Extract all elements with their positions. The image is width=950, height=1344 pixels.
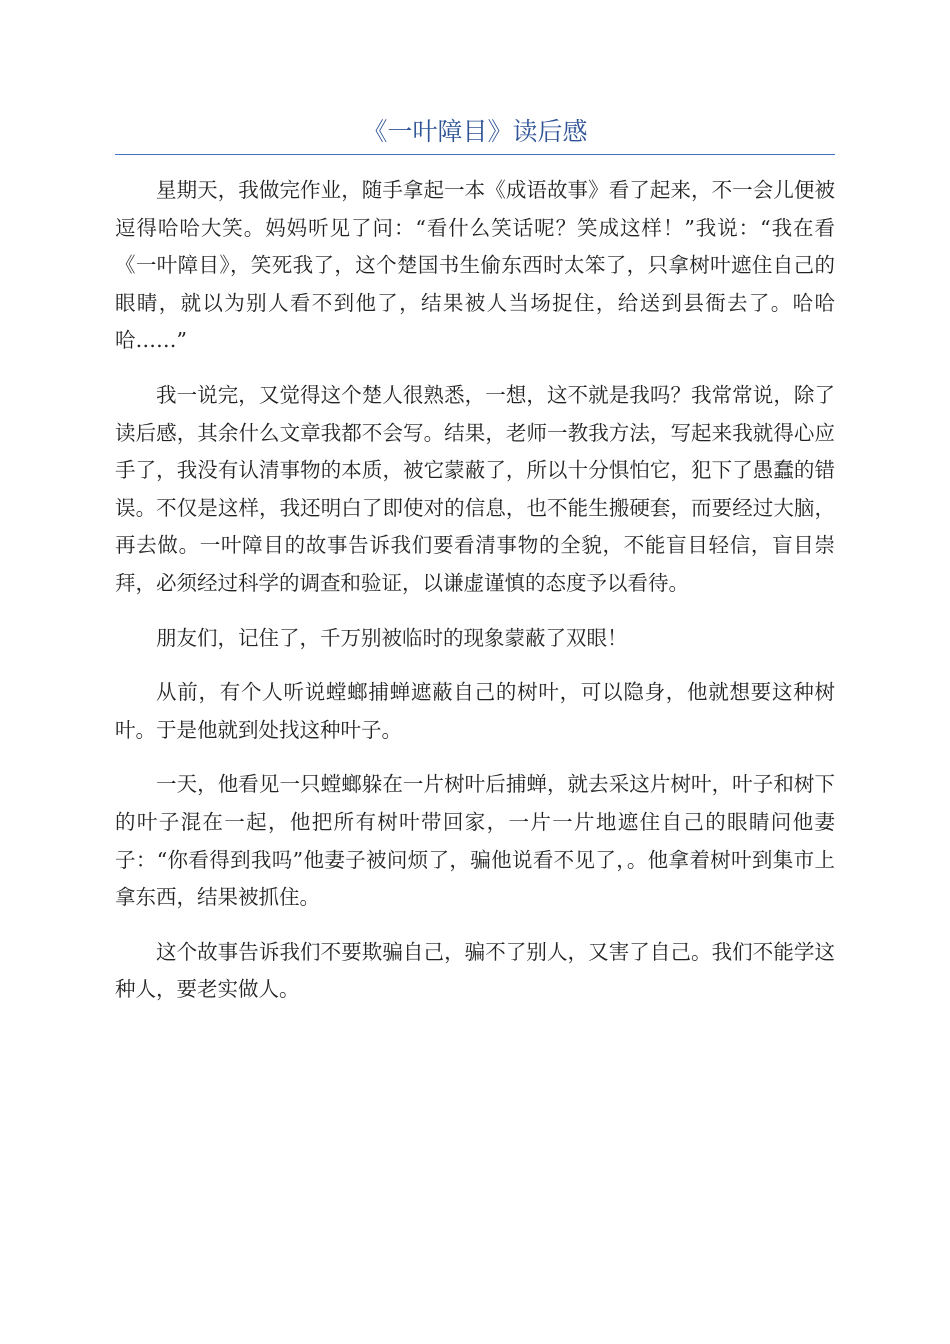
document-body [115,172,835,1026]
paragraph: 这个故事告诉我们不要欺骗自己，骗不了别人，又害了自己。我们不能学这种人，要老实做人。 [115,939,835,1002]
title-underline [115,154,835,155]
paragraph: 星期天，我做完作业，随手拿起一本《成语故事》看了起来，不一会儿便被逗得哈哈大笑。妈妈听见了问：“看什么笑话呢？笑成这样！”我说：“我在看《一叶障目》，笑死我了，这个楚国书生偷东西时太笨了，只拿树叶遮住自己的眼睛，就以为别人看不到他了，结果被人当场捉住，给送到县衙去了。哈哈哈……” [115,178,835,353]
paragraph: 我一说完，又觉得这个楚人很熟悉，一想，这不就是我吗？我常常说，除了读后感，其余什么文章我都不会写。结果，老师一教我方法，写起来我就得心应手了，我没有认清事物的本质，被它蒙蔽了，所以十分惧怕它，犯下了愚蠢的错误。不仅是这样，我还明白了即使对的信息，也不能生搬硬套，而要经过大脑，再去做。一叶障目的故事告诉我们要看清事物的全貌，不能盲目轻信，盲目崇拜，必须经过科学的调查和验证，以谦虚谨慎的态度予以看待。 [115,382,835,595]
paragraph: 从前，有个人听说螳螂捕蝉遮蔽自己的树叶，可以隐身，他就想要这种树叶。于是他就到处找这种叶子。 [115,680,835,742]
paragraph: 朋友们，记住了，千万别被临时的现象蒙蔽了双眼！ [156,625,628,650]
paragraph: 一天，他看见一只螳螂躲在一片树叶后捕蝉，就去采这片树叶，叶子和树下的叶子混在一起，他把所有树叶带回家，一片一片地遮住自己的眼睛问他妻子：“你看得到我吗”他妻子被问烦了，骗他说看不见了，。他拿着树叶到集市上拿东西，结果被抓住。 [115,772,835,910]
document-title: 《一叶障目》读后感 [362,117,588,146]
